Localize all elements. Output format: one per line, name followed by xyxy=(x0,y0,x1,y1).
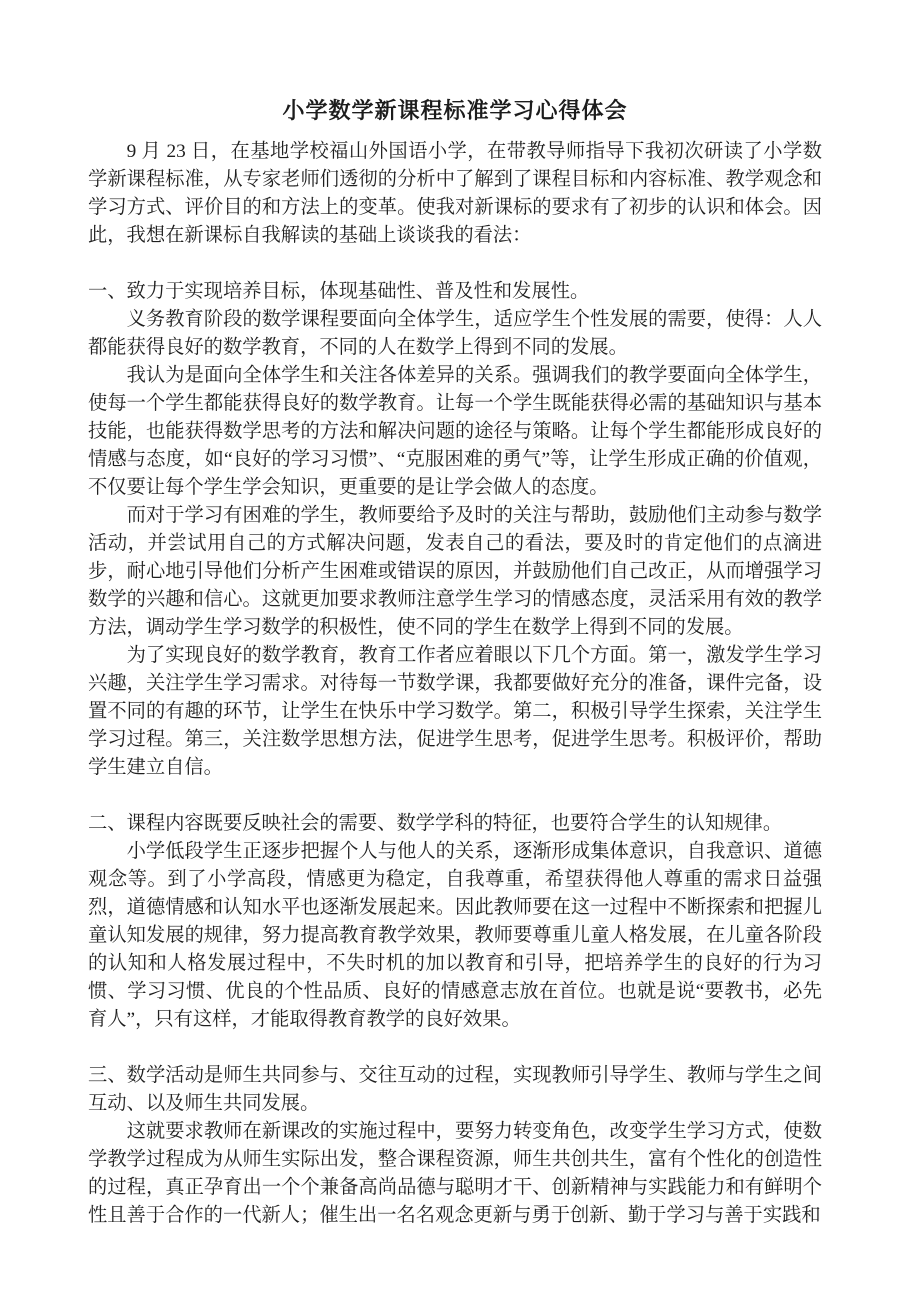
section-1-paragraph-2: 我认为是面向全体学生和关注各体差异的关系。强调我们的教学要面向全体学生，使每一个学生都能获得良好的数学教育。让每一个学生既能获得必需的基础知识与基本技能，也能获得数学思考的方法和解决问题的途径与策略。让每个学生都能形成良好的情感与态度，如“良好的学习习惯”、“克服困难的勇气”等，让学生形成正确的价值观，不仅要让每个学生学会知识，更重要的是让学会做人的态度。 xyxy=(88,365,822,498)
intro-paragraph: 9 月 23 日，在基地学校福山外国语小学，在带教导师指导下我初次研读了小学数学新课程标准，从专家老师们透彻的分析中了解到了课程目标和内容标准、教学观念和学习方式、评价目的和方法上的变革。使我对新课标的要求有了初步的认识和体会。因此，我想在新课标自我解读的基础上谈谈我的看法： xyxy=(88,141,822,246)
section-3-paragraph-1: 这就要求教师在新课改的实施过程中，要努力转变角色，改变学生学习方式，使数学教学过程成为从师生实际出发，整合课程资源，师生共创共生，富有个性化的创造性的过程，真正孕育出一个个兼备高尚品德与聪明才干、创新精神与实践能力和有鲜明个性且善于合作的一代新人；催生出一名名观念更新与勇于创新、勤于学习与善于实践和 xyxy=(88,1121,822,1226)
section-1-paragraph-4: 为了实现良好的数学教育，教育工作者应着眼以下几个方面。第一，激发学生学习兴趣，关注学生学习需求。对待每一节数学课，我都要做好充分的准备，课件完备，设置不同的有趣的环节，让学生在快乐中学习数学。第二，积极引导学生探索，关注学生学习过程。第三，关注数学思想方法，促进学生思考，促进学生思考。积极评价，帮助学生建立自信。 xyxy=(88,645,822,778)
section-1-heading: 一、致力于实现培养目标，体现基础性、普及性和发展性。 xyxy=(88,281,590,302)
document-title: 小学数学新课程标准学习心得体会 xyxy=(282,98,628,123)
section-1-paragraph-3: 而对于学习有困难的学生，教师要给予及时的关注与帮助，鼓励他们主动参与数学活动，并尝试用自己的方式解决问题，发表自己的看法，要及时的肯定他们的点滴进步，耐心地引导他们分析产生困难或错误的原因，并鼓励他们自己改正，从而增强学习数学的兴趣和信心。这就更加要求教师注意学生学习的情感态度，灵活采用有效的教学方法，调动学生学习数学的积极性，使不同的学生在数学上得到不同的发展。 xyxy=(88,505,822,638)
section-2-heading: 二、课程内容既要反映社会的需要、数学学科的特征，也要符合学生的认知规律。 xyxy=(88,813,783,834)
document-content xyxy=(88,0,822,1230)
section-3-heading: 三、数学活动是师生共同参与、交往互动的过程，实现教师引导学生、教师与学生之间互动、以及师生共同发展。 xyxy=(88,1065,822,1114)
section-2-paragraph-1: 小学低段学生正逐步把握个人与他人的关系，逐渐形成集体意识，自我意识、道德观念等。到了小学高段，情感更为稳定，自我尊重，希望获得他人尊重的需求日益强烈，道德情感和认知水平也逐渐发展起来。因此教师要在这一过程中不断探索和把握儿童认知发展的规律，努力提高教育教学效果，教师要尊重儿童人格发展，在儿童各阶段的认知和人格发展过程中，不失时机的加以教育和引导，把培养学生的良好的行为习惯、学习习惯、优良的个性品质、良好的情感意志放在首位。也就是说“要教书，必先育人”，只有这样，才能取得教育教学的良好效果。 xyxy=(88,841,822,1030)
section-1-paragraph-1: 义务教育阶段的数学课程要面向全体学生，适应学生个性发展的需要，使得：人人都能获得良好的数学教育，不同的人在数学上得到不同的发展。 xyxy=(88,309,822,358)
